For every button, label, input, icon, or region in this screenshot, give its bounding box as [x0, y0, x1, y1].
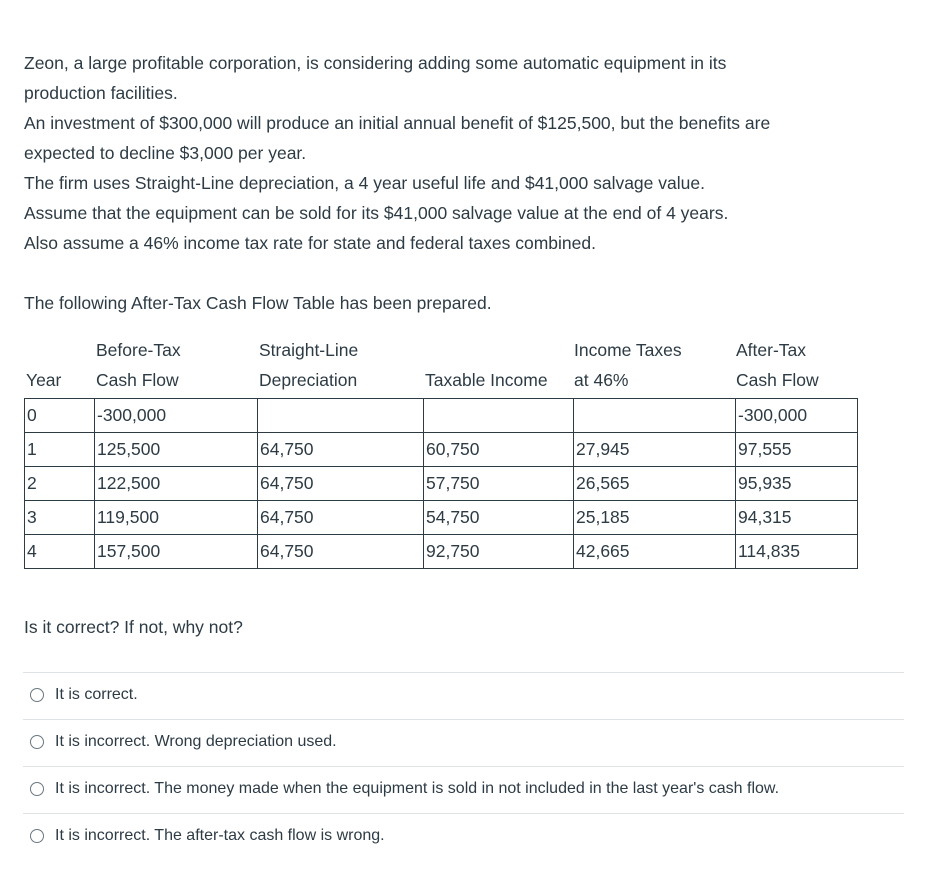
cell-after-tax: -300,000	[736, 399, 858, 433]
cell-taxable-income: 54,750	[424, 501, 574, 535]
radio-button[interactable]	[30, 829, 44, 843]
cell-year: 3	[25, 501, 95, 535]
cell-depreciation	[258, 399, 424, 433]
table-row	[25, 399, 858, 433]
header-taxable-income: Taxable Income	[425, 370, 548, 390]
cell-income-tax	[574, 399, 736, 433]
answer-label[interactable]: It is incorrect. The money made when the equipment is sold in not included in the last year's cash flow.	[55, 780, 780, 797]
header-tax-line1: Income Taxes	[574, 340, 682, 360]
cell-after-tax: 94,315	[736, 501, 858, 535]
cell-taxable-income: 57,750	[424, 467, 574, 501]
cell-depreciation: 64,750	[258, 501, 424, 535]
answer-options	[23, 672, 904, 860]
intro-line: production facilities.	[24, 83, 178, 103]
cell-taxable-income	[424, 399, 574, 433]
header-dep-line2: Depreciation	[259, 370, 358, 390]
answer-option-2[interactable]	[23, 719, 904, 766]
cell-year: 4	[25, 535, 95, 569]
answer-option-3[interactable]	[23, 766, 904, 813]
header-tax-line2: at 46%	[574, 370, 629, 390]
answer-label[interactable]: It is correct.	[55, 686, 138, 703]
table-row	[25, 535, 858, 569]
cash-flow-table	[24, 398, 858, 569]
header-btcf-line2: Cash Flow	[96, 370, 179, 390]
cell-income-tax: 42,665	[574, 535, 736, 569]
cell-before-tax: 122,500	[95, 467, 258, 501]
intro-line: expected to decline $3,000 per year.	[24, 143, 307, 163]
table-row	[25, 501, 858, 535]
cell-income-tax: 26,565	[574, 467, 736, 501]
cell-year: 2	[25, 467, 95, 501]
cell-year: 1	[25, 433, 95, 467]
table-intro: The following After-Tax Cash Flow Table has been prepared.	[24, 293, 492, 313]
intro-line: Also assume a 46% income tax rate for state and federal taxes combined.	[24, 233, 596, 253]
intro-line: The firm uses Straight-Line depreciation, a 4 year useful life and $41,000 salvage value.	[24, 173, 705, 193]
header-dep-line1: Straight-Line	[259, 340, 359, 360]
answer-label[interactable]: It is incorrect. Wrong depreciation used.	[55, 733, 337, 750]
answer-option-4[interactable]	[23, 813, 904, 860]
cell-before-tax: -300,000	[95, 399, 258, 433]
header-year: Year	[26, 370, 62, 390]
header-atcf-line2: Cash Flow	[736, 370, 819, 390]
question-prompt: Is it correct? If not, why not?	[24, 617, 243, 637]
cell-income-tax: 25,185	[574, 501, 736, 535]
header-btcf-line1: Before-Tax	[96, 340, 181, 360]
cell-after-tax: 95,935	[736, 467, 858, 501]
intro-line: An investment of $300,000 will produce an initial annual benefit of $125,500, but the benefits are	[24, 113, 771, 133]
cell-after-tax: 97,555	[736, 433, 858, 467]
cell-taxable-income: 60,750	[424, 433, 574, 467]
cell-year: 0	[25, 399, 95, 433]
cell-depreciation: 64,750	[258, 535, 424, 569]
cell-depreciation: 64,750	[258, 433, 424, 467]
cell-taxable-income: 92,750	[424, 535, 574, 569]
answer-label[interactable]: It is incorrect. The after-tax cash flow is wrong.	[55, 827, 385, 844]
question-intro	[24, 48, 770, 258]
cell-income-tax: 27,945	[574, 433, 736, 467]
radio-button[interactable]	[30, 735, 44, 749]
cell-after-tax: 114,835	[736, 535, 858, 569]
cell-before-tax: 157,500	[95, 535, 258, 569]
header-atcf-line1: After-Tax	[736, 340, 807, 360]
cell-depreciation: 64,750	[258, 467, 424, 501]
cell-before-tax: 119,500	[95, 501, 258, 535]
intro-line: Assume that the equipment can be sold for its $41,000 salvage value at the end of 4 years.	[24, 203, 729, 223]
table-row	[25, 433, 858, 467]
intro-line: Zeon, a large profitable corporation, is considering adding some automatic equipment in its	[24, 53, 727, 73]
answer-option-1[interactable]	[23, 672, 904, 719]
cell-before-tax: 125,500	[95, 433, 258, 467]
radio-button[interactable]	[30, 782, 44, 796]
radio-button[interactable]	[30, 688, 44, 702]
table-row	[25, 467, 858, 501]
